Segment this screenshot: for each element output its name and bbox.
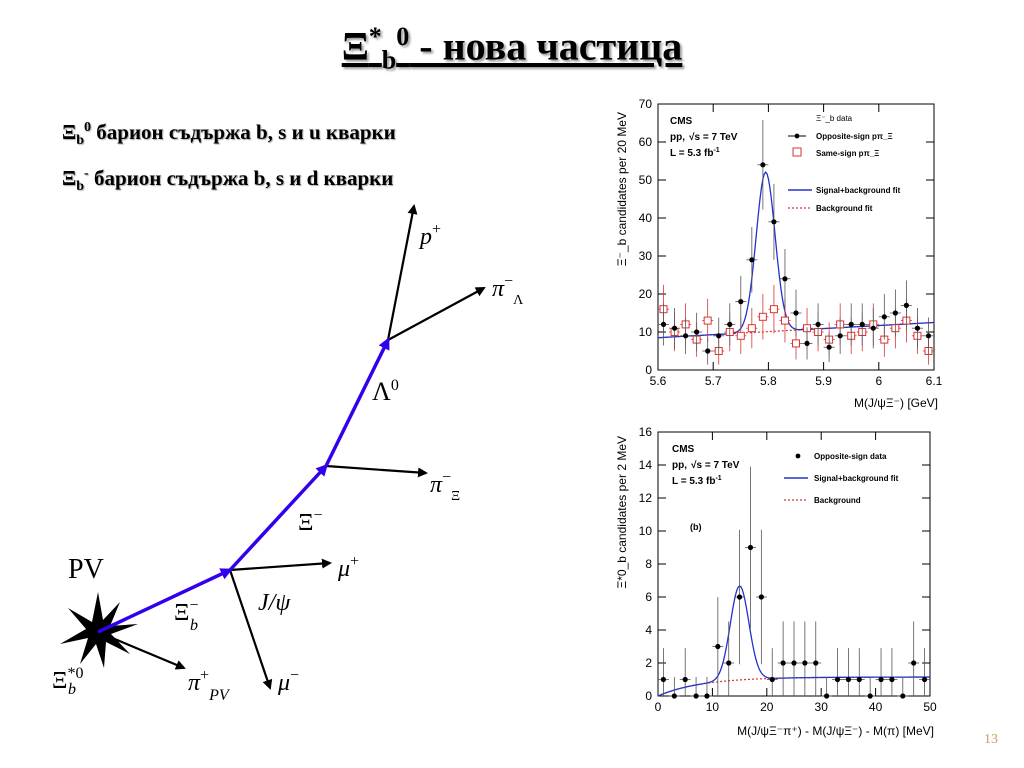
data-point-same-sign — [770, 306, 777, 313]
x-tick-label: 40 — [868, 700, 883, 714]
x-tick-label: 0 — [654, 700, 662, 714]
data-point — [715, 644, 720, 649]
data-point — [738, 299, 743, 304]
data-point — [683, 677, 688, 682]
data-point — [705, 348, 710, 353]
bullet-symbol: Ξ — [62, 166, 77, 190]
data-point — [813, 660, 818, 665]
data-point — [804, 341, 809, 346]
data-point — [849, 322, 854, 327]
y-tick-label: 0 — [645, 689, 652, 703]
x-tick-label: 5.8 — [760, 374, 777, 388]
lumi-label: L = 5.3 $fb^{-1}$ — [670, 147, 720, 159]
cms-label: CMS — [670, 116, 693, 127]
data-point — [882, 314, 887, 319]
data-point — [922, 677, 927, 682]
legend-title: Ξ⁻_b data — [816, 114, 853, 123]
svg-text:Signal+background fit: Signal+background fit — [814, 474, 899, 483]
y-tick-label: 6 — [645, 590, 652, 604]
label-mu-minus: μ− — [278, 667, 300, 696]
label-pi-lambda: $\pi^-_\Lambda$ — [492, 273, 524, 308]
svg-text:Opposite-sign data: Opposite-sign data — [814, 452, 887, 461]
data-point — [838, 333, 843, 338]
bullet-symbol: Ξ — [62, 120, 77, 144]
energy-label: pp, √s = 7 TeV — [672, 460, 740, 471]
data-point — [704, 693, 709, 698]
y-axis-label: Ξ⁻_b candidates per 20 MeV — [615, 112, 629, 267]
data-point-same-sign — [704, 317, 711, 324]
label-jpsi: J/ψ — [258, 590, 291, 616]
data-point — [846, 677, 851, 682]
data-point — [857, 677, 862, 682]
data-point — [661, 677, 666, 682]
x-axis-label: M(J/ψΞ⁻) [GeV] — [853, 396, 938, 410]
label-xi-star-sub: b — [68, 681, 76, 698]
data-point — [824, 693, 829, 698]
data-point — [727, 322, 732, 327]
data-point — [760, 162, 765, 167]
data-point — [748, 545, 753, 550]
label-proton: p+ — [420, 221, 442, 250]
y-tick-label: 2 — [645, 656, 652, 670]
slide-title — [0, 22, 1024, 75]
data-point-same-sign — [748, 325, 755, 332]
y-tick-label: 50 — [638, 173, 652, 187]
track-xi-b — [98, 570, 230, 632]
data-point — [716, 333, 721, 338]
title-text: - нова частица — [409, 23, 683, 69]
energy-label: pp, √s = 7 TeV — [670, 132, 738, 143]
data-point — [878, 677, 883, 682]
bullet-text: барион съдържа b, s и u кварки — [91, 120, 396, 144]
label-xi-b-sub: b — [190, 617, 198, 634]
y-tick-label: 70 — [638, 97, 652, 111]
data-point — [694, 329, 699, 334]
data-point — [771, 219, 776, 224]
y-tick-label: 0 — [645, 363, 652, 377]
bullet-sup: 0 — [84, 120, 92, 135]
data-point — [693, 693, 698, 698]
y-tick-label: 20 — [638, 287, 652, 301]
data-point — [683, 333, 688, 338]
data-point — [827, 345, 832, 350]
title-sup-star: * — [368, 22, 382, 51]
lumi-label: L = 5.3 $fb^{-1}$ — [672, 475, 722, 487]
y-tick-label: 40 — [638, 211, 652, 225]
label-xi-b: Ξ− — [174, 597, 199, 626]
y-tick-label: 8 — [645, 557, 652, 571]
data-point-same-sign — [793, 340, 800, 347]
data-point — [781, 660, 786, 665]
data-point — [791, 660, 796, 665]
data-point — [893, 310, 898, 315]
data-point — [904, 303, 909, 308]
decay-diagram — [0, 190, 600, 710]
data-point — [860, 322, 865, 327]
data-point — [759, 594, 764, 599]
label-lambda: $\Lambda^0$ — [372, 377, 399, 406]
page-number: 13 — [984, 732, 998, 747]
data-point — [782, 276, 787, 281]
bullet-sub: b — [76, 179, 85, 195]
data-point — [889, 677, 894, 682]
track-pi-xi — [326, 466, 426, 473]
data-point — [868, 693, 873, 698]
track-mu-minus — [230, 570, 270, 688]
label-xi-minus: Ξ− — [298, 507, 323, 536]
label-pi-xi: $\pi^-_\Xi$ — [430, 469, 461, 504]
title-sup-zero: 0 — [396, 22, 410, 51]
data-point-same-sign — [781, 317, 788, 324]
track-pi-pv — [98, 632, 184, 668]
svg-text:Opposite-sign pπ_Ξ: Opposite-sign pπ_Ξ — [816, 132, 893, 141]
data-point — [672, 326, 677, 331]
data-point — [900, 693, 905, 698]
y-tick-label: 14 — [638, 458, 652, 472]
track-pi-lambda — [388, 288, 484, 340]
svg-text:Background fit: Background fit — [816, 204, 873, 213]
data-point — [749, 257, 754, 262]
data-point — [726, 660, 731, 665]
x-tick-label: 6.1 — [925, 374, 943, 388]
data-point — [802, 660, 807, 665]
title-symbol: Ξ — [341, 23, 369, 69]
x-tick-label: 5.6 — [649, 374, 667, 388]
label-xi-star: $\Xi^{*0}$ — [52, 665, 84, 694]
y-tick-label: 12 — [638, 491, 652, 505]
track-mu-plus — [230, 563, 330, 570]
y-axis-label: Ξ*0_b candidates per 2 MeV — [615, 436, 629, 589]
data-point — [793, 310, 798, 315]
data-point — [911, 660, 916, 665]
bullet-xi-b-zero — [62, 120, 396, 149]
label-pv: PV — [68, 554, 104, 585]
label-pi-pv: $\pi^+_{PV}$ — [188, 667, 229, 704]
data-point — [661, 322, 666, 327]
data-point — [672, 693, 677, 698]
x-tick-label: 20 — [760, 700, 774, 714]
x-tick-label: 10 — [705, 700, 720, 714]
panel-label: (b) — [690, 522, 702, 532]
data-point — [770, 677, 775, 682]
title-sub-b: b — [381, 45, 397, 75]
data-point — [915, 326, 920, 331]
track-proton — [388, 206, 414, 340]
svg-text:Background: Background — [814, 496, 861, 505]
data-point-same-sign — [737, 332, 744, 339]
y-tick-label: 4 — [645, 623, 652, 637]
x-axis-label: M(J/ψΞ⁻π⁺) - M(J/ψΞ⁻) - M(π) [MeV] — [737, 724, 934, 738]
data-point — [737, 594, 742, 599]
data-point — [815, 322, 820, 327]
cms-label: CMS — [672, 444, 695, 455]
svg-text:Same-sign pπ_Ξ: Same-sign pπ_Ξ — [816, 149, 880, 158]
x-tick-label: 30 — [814, 700, 828, 714]
y-tick-label: 10 — [638, 325, 652, 339]
data-point — [871, 326, 876, 331]
y-tick-label: 16 — [638, 425, 652, 439]
data-point — [835, 677, 840, 682]
bullet-sub: b — [76, 133, 85, 149]
x-tick-label: 50 — [923, 700, 937, 714]
data-point-same-sign — [759, 313, 766, 320]
x-tick-label: 5.7 — [704, 374, 722, 388]
y-tick-label: 30 — [638, 249, 652, 263]
x-tick-label: 6 — [875, 374, 883, 388]
y-tick-label: 10 — [638, 524, 652, 538]
bullet-text: барион съдържа b, s и d кварки — [88, 166, 394, 190]
bullet-sup: - — [84, 166, 89, 181]
data-point — [926, 333, 931, 338]
chart-xi-b-star-mass-diff — [608, 422, 954, 744]
label-mu-plus: μ+ — [338, 553, 360, 582]
y-tick-label: 60 — [638, 135, 652, 149]
x-tick-label: 5.9 — [815, 374, 832, 388]
svg-text:Signal+background fit: Signal+background fit — [816, 186, 901, 195]
chart-xi-b-minus-mass — [608, 92, 950, 414]
